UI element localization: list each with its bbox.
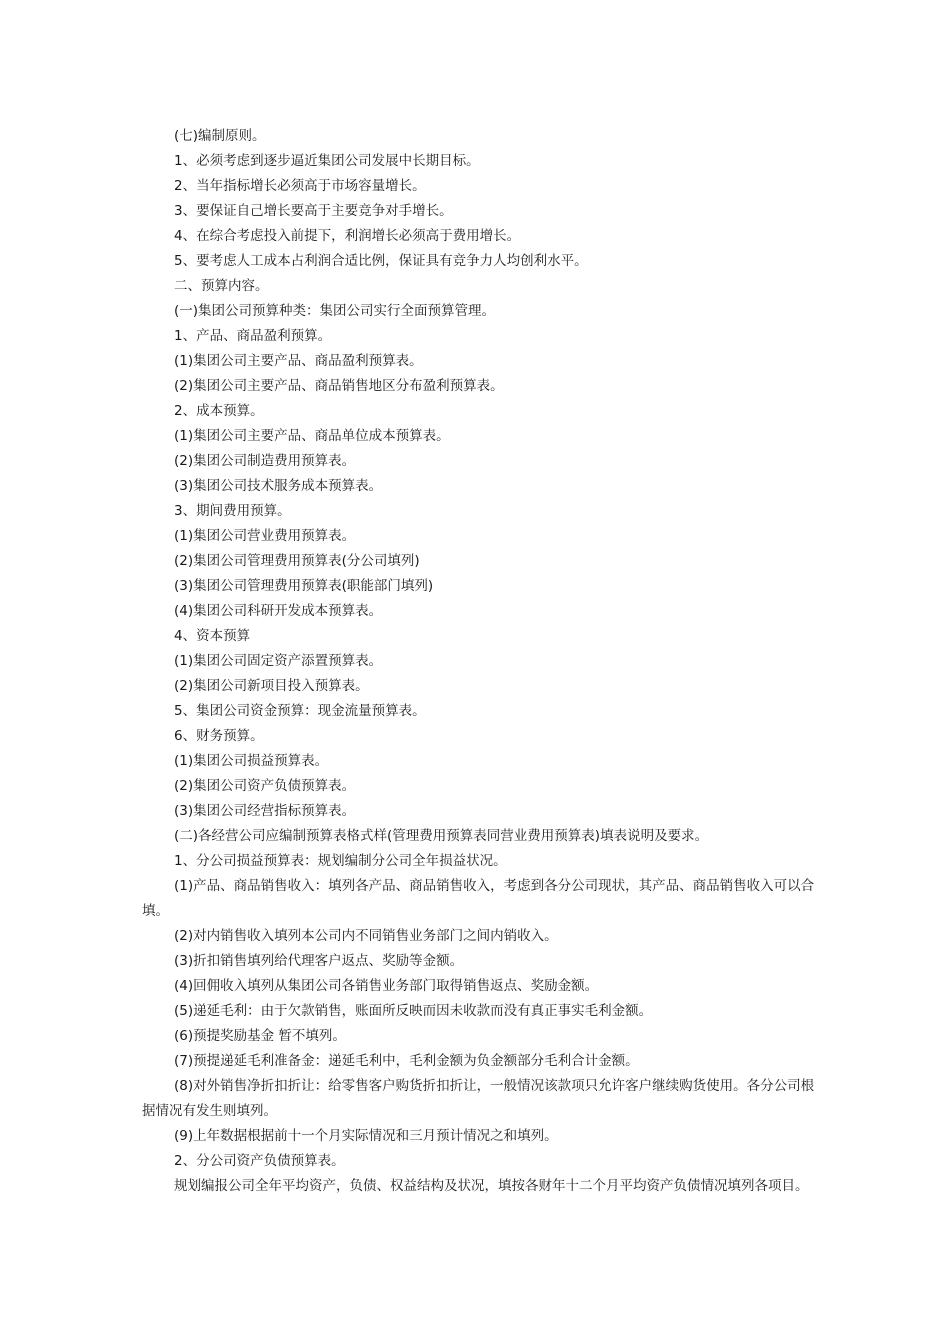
paragraph: (3)集团公司技术服务成本预算表。 [174, 478, 383, 494]
paragraph: (1)集团公司营业费用预算表。 [174, 528, 356, 544]
paragraph: (一)集团公司预算种类：集团公司实行全面预算管理。 [174, 303, 496, 319]
paragraph: (二)各经营公司应编制预算表格式样(管理费用预算表同营业费用预算表)填表说明及要求。 [174, 828, 709, 844]
paragraph: 3、要保证自己增长要高于主要竞争对手增长。 [174, 203, 453, 219]
paragraph: (4)回佣收入填列从集团公司各销售业务部门取得销售返点、奖励金额。 [174, 978, 599, 994]
paragraph: (5)递延毛利：由于欠款销售，账面所反映而因未收款而没有真正事实毛利金额。 [174, 1003, 653, 1019]
paragraph: 5、集团公司资金预算：现金流量预算表。 [174, 703, 426, 719]
paragraph: (1)集团公司固定资产添置预算表。 [174, 653, 383, 669]
paragraph: (9)上年数据根据前十一个月实际情况和三月预计情况之和填列。 [174, 1128, 558, 1144]
paragraph: (1)集团公司主要产品、商品盈利预算表。 [174, 353, 423, 369]
paragraph: (2)集团公司制造费用预算表。 [174, 453, 356, 469]
paragraph: 1、分公司损益预算表：规划编制分公司全年损益状况。 [174, 853, 507, 869]
paragraph: 2、当年指标增长必须高于市场容量增长。 [174, 178, 426, 194]
paragraph: (2)集团公司资产负债预算表。 [174, 778, 356, 794]
paragraph: 5、要考虑人工成本占利润合适比例，保证具有竞争力人均创利水平。 [174, 253, 588, 269]
paragraph: (七)编制原则。 [174, 128, 266, 144]
paragraph: 规划编报公司全年平均资产，负债、权益结构及状况，填按各财年十二个月平均资产负债情况填列各项目。 [174, 1178, 809, 1194]
paragraph: (2)集团公司新项目投入预算表。 [174, 678, 369, 694]
paragraph: (1)集团公司损益预算表。 [174, 753, 329, 769]
paragraph: (1)集团公司主要产品、商品单位成本预算表。 [174, 428, 450, 444]
paragraph: (8)对外销售净折扣折让：给零售客户购货折扣折让，一般情况该款项只允许客户继续购货使用。各分公司根据情况有发生则填列。 [142, 1078, 815, 1119]
paragraph: 1、必须考虑到逐步逼近集团公司发展中长期目标。 [174, 153, 480, 169]
paragraph: 2、成本预算。 [174, 403, 264, 419]
paragraph: 1、产品、商品盈利预算。 [174, 328, 332, 344]
paragraph: (7)预提递延毛利准备金：递延毛利中，毛利金额为负金额部分毛利合计金额。 [174, 1053, 639, 1069]
paragraph: 2、分公司资产负债预算表。 [174, 1153, 345, 1169]
paragraph: (3)折扣销售填列给代理客户返点、奖励等金额。 [174, 953, 464, 969]
paragraph: (3)集团公司管理费用预算表(职能部门填列) [174, 578, 434, 594]
paragraph: 4、在综合考虑投入前提下，利润增长必须高于费用增长。 [174, 228, 521, 244]
paragraph: (6)预提奖励基金 暂不填列。 [174, 1028, 346, 1044]
paragraph: 3、期间费用预算。 [174, 503, 291, 519]
paragraph: 6、财务预算。 [174, 728, 264, 744]
paragraph: (1)产品、商品销售收入：填列各产品、商品销售收入，考虑到各分公司现状，其产品、商品销售收入可以合填。 [142, 878, 815, 919]
paragraph: (2)对内销售收入填列本公司内不同销售业务部门之间内销收入。 [174, 928, 558, 944]
paragraph: (4)集团公司科研开发成本预算表。 [174, 603, 383, 619]
paragraph: (2)集团公司主要产品、商品销售地区分布盈利预算表。 [174, 378, 504, 394]
paragraph: (2)集团公司管理费用预算表(分公司填列) [174, 553, 420, 569]
paragraph: 4、资本预算 [174, 628, 251, 644]
paragraph: (3)集团公司经营指标预算表。 [174, 803, 356, 819]
section-heading: 二、预算内容。 [174, 278, 269, 294]
document-body [142, 124, 822, 1199]
